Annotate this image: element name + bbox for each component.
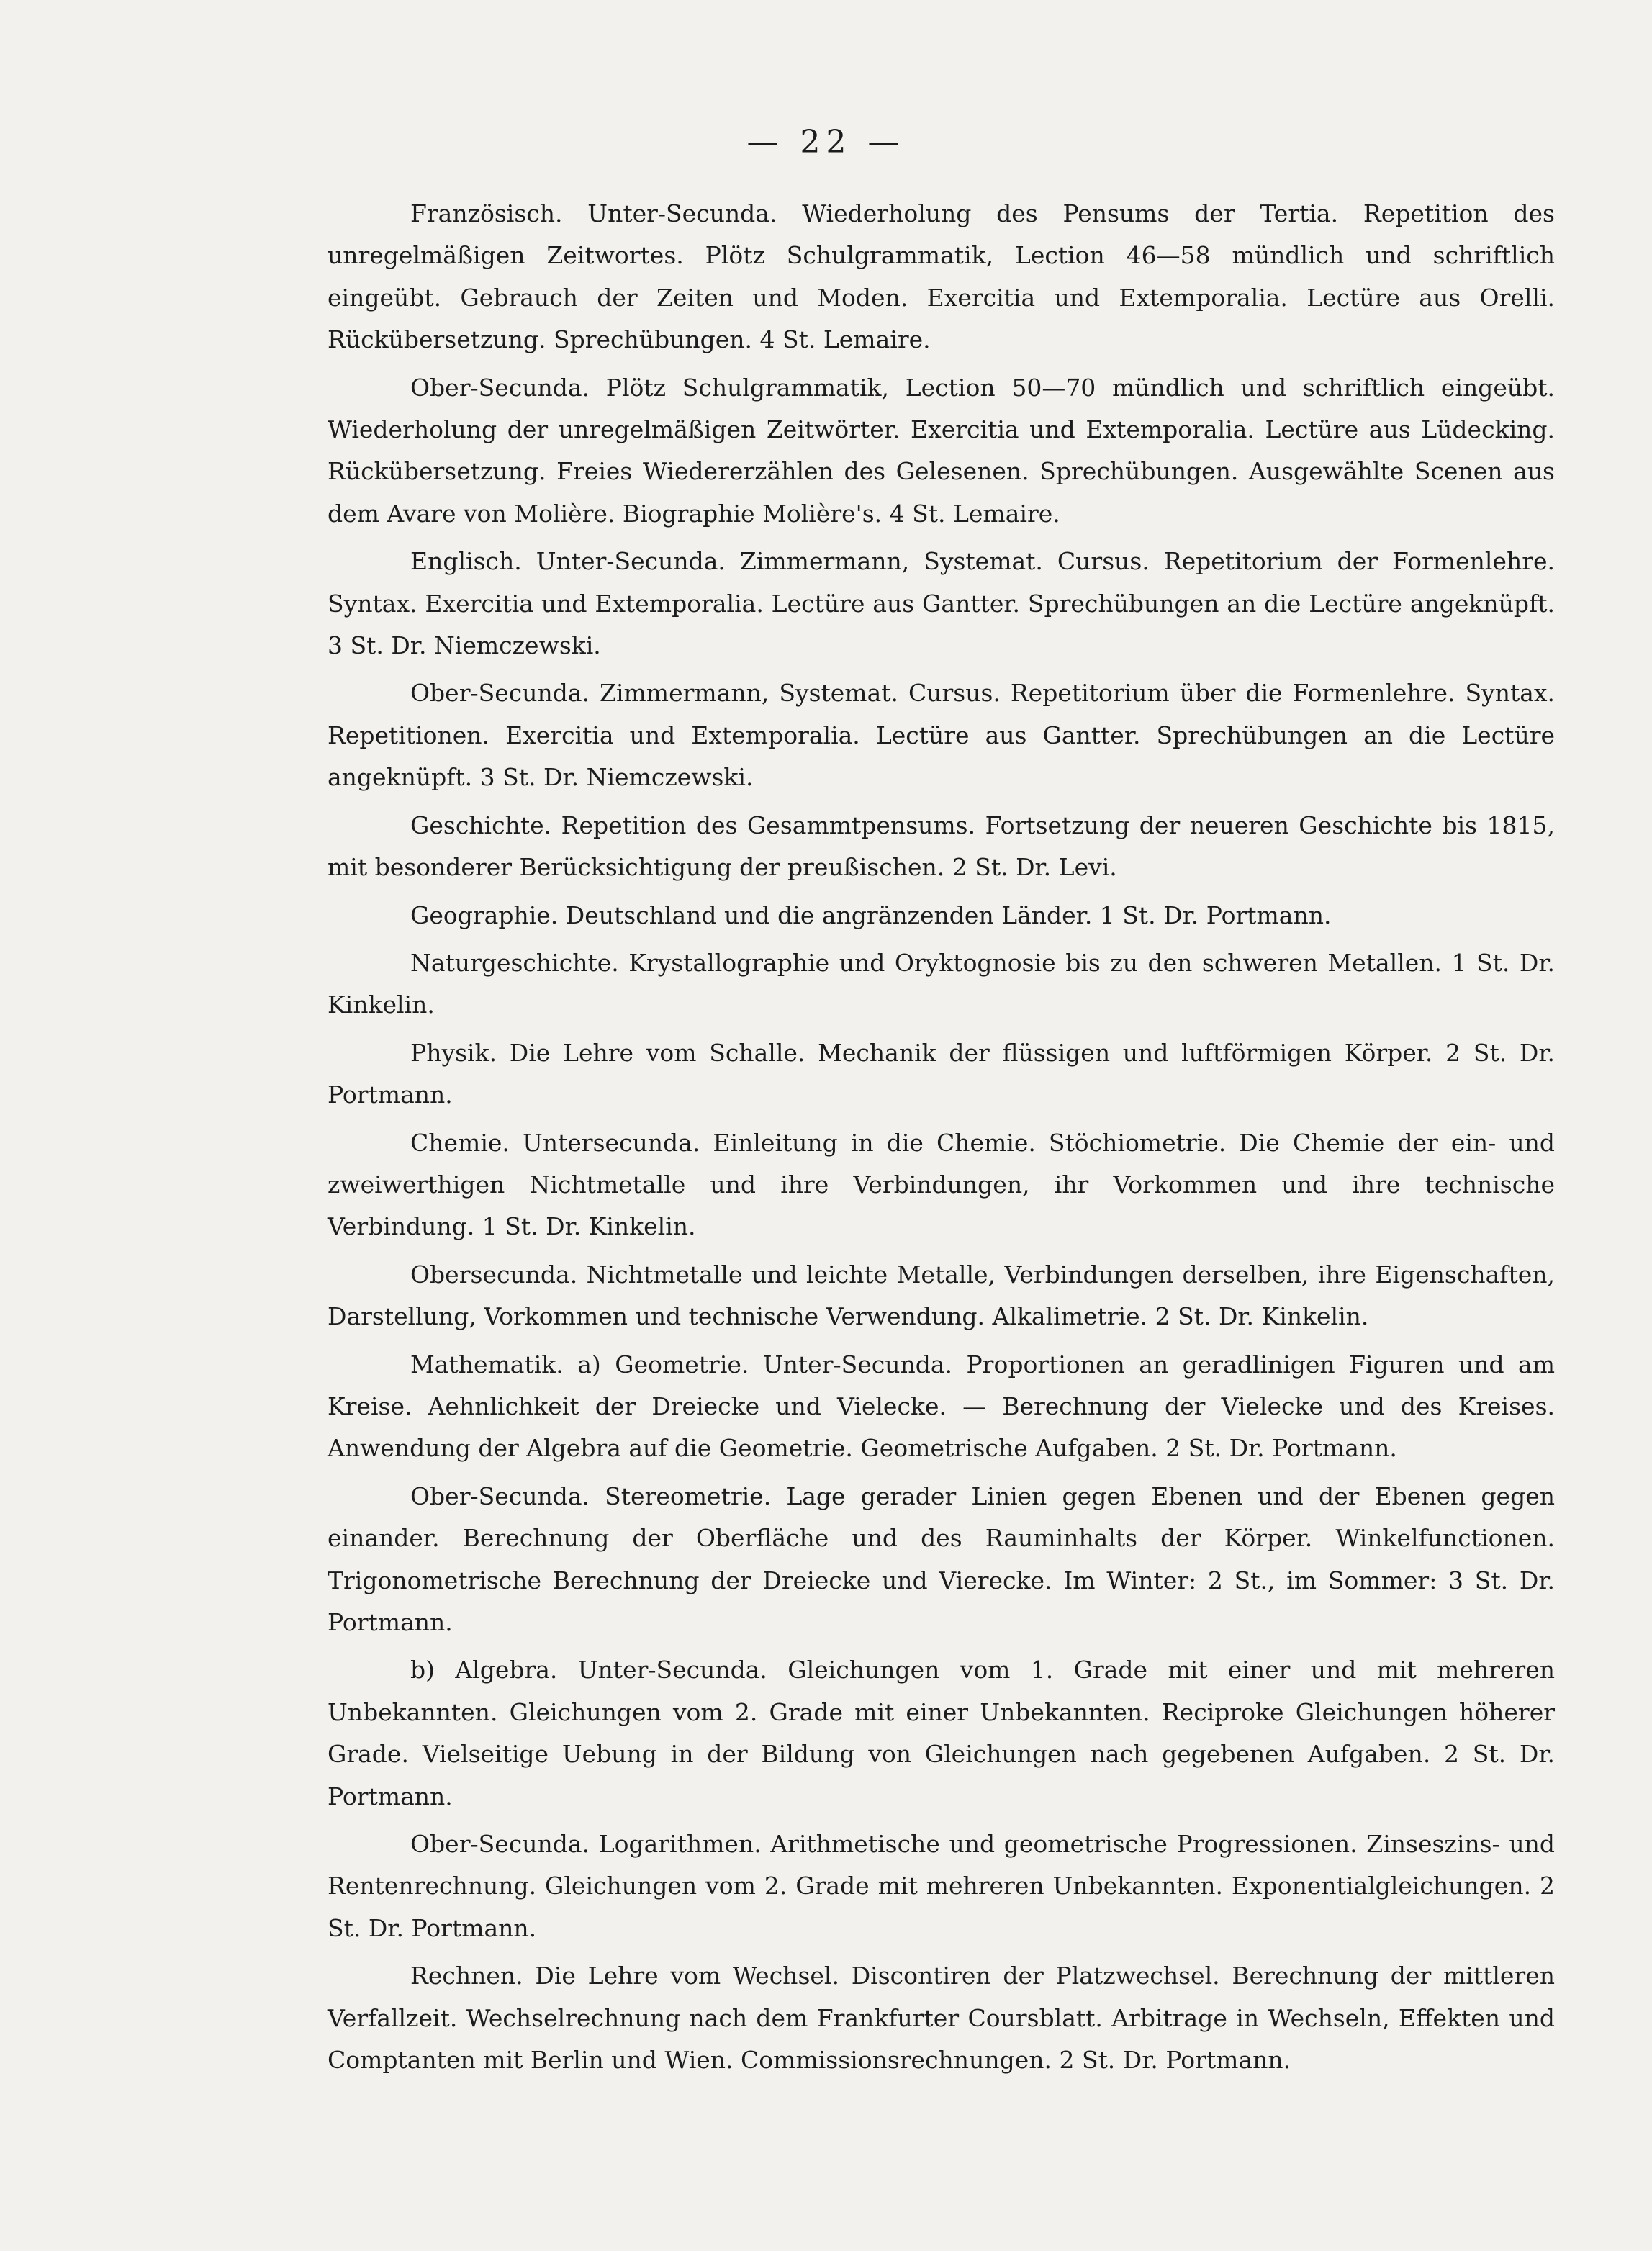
paragraph-englisch-ober-secunda: Ober-Secunda. Zimmermann, Systemat. Cursus. Repetitorium über die Formenlehre. Syntax. Repetitionen. Exercitia und Extemporalia. Lectüre aus Gantter. Sprechübungen an die Lectüre angeknüpft. 3 St. Dr. Niemczewski. bbox=[328, 679, 1555, 792]
page-number: — 22 — bbox=[746, 124, 906, 161]
paragraph-chemie-untersecunda: Chemie. Untersecunda. Einleitung in die Chemie. Stöchiometrie. Die Chemie der ein- und zweiwerthigen Nichtmetalle und ihre Verbindungen, ihr Vorkommen und ihre technische Verbindung. 1 St. Dr. Kinkelin. bbox=[328, 1128, 1555, 1241]
paragraph-franzoesisch-unter-secunda: Französisch. Unter-Secunda. Wiederholung des Pensums der Tertia. Repetition des unregelmäßigen Zeitwortes. Plötz Schulgrammatik, Lection 46—58 mündlich und schriftlich eingeübt. Gebrauch der Zeiten und Moden. Exercitia und Extemporalia. Lectüre aus Orelli. Rückübersetzung. Sprechübungen. 4 St. Lemaire. bbox=[328, 199, 1555, 354]
paragraph-mathematik-geometrie-unter: Mathematik. a) Geometrie. Unter-Secunda. Proportionen an geradlinigen Figuren und am Kreise. Aehnlichkeit der Dreiecke und Vielecke. — Berechnung der Vielecke und des Kreises. Anwendung der Algebra auf die Geometrie. Geometrische Aufgaben. 2 St. Dr. Portmann. bbox=[328, 1350, 1555, 1463]
paragraph-geographie: Geographie. Deutschland und die angränzenden Länder. 1 St. Dr. Portmann. bbox=[410, 901, 1332, 929]
paragraph-franzoesisch-ober-secunda: Ober-Secunda. Plötz Schulgrammatik, Lection 50—70 mündlich und schriftlich eingeübt. Wiederholung der unregelmäßigen Zeitwörter. Exercitia und Extemporalia. Lectüre aus Lüdecking. Rückübersetzung. Freies Wiedererzählen des Gelesenen. Sprechübungen. Ausgewählte Scenen aus dem Avare von Molière. Biographie Molière's. 4 St. Lemaire. bbox=[328, 373, 1555, 528]
paragraph-rechnen: Rechnen. Die Lehre vom Wechsel. Discontiren der Platzwechsel. Berechnung der mittleren Verfallzeit. Wechselrechnung nach dem Frankfurter Coursblatt. Arbitrage in Wechseln, Effekten und Comptanten mit Berlin und Wien. Commissionsrechnungen. 2 St. Dr. Portmann. bbox=[328, 1962, 1555, 2075]
document-body bbox=[328, 193, 1555, 2087]
paragraph-geschichte: Geschichte. Repetition des Gesammtpensums. Fortsetzung der neueren Geschichte bis 1815, mit besonderer Berücksichtigung der preußischen. 2 St. Dr. Levi. bbox=[328, 811, 1555, 882]
paragraph-physik: Physik. Die Lehre vom Schalle. Mechanik der flüssigen und luftförmigen Körper. 2 St. Dr. Portmann. bbox=[328, 1038, 1555, 1109]
paragraph-mathematik-algebra-ober: Ober-Secunda. Logarithmen. Arithmetische und geometrische Progressionen. Zinseszins- und Rentenrechnung. Gleichungen vom 2. Grade mit mehreren Unbekannten. Exponentialgleichungen. 2 St. Dr. Portmann. bbox=[328, 1830, 1555, 1942]
paragraph-englisch-unter-secunda: Englisch. Unter-Secunda. Zimmermann, Systemat. Cursus. Repetitorium der Formenlehre. Syntax. Exercitia und Extemporalia. Lectüre aus Gantter. Sprechübungen an die Lectüre angeknüpft. 3 St. Dr. Niemczewski. bbox=[328, 547, 1555, 660]
paragraph-chemie-obersecunda: Obersecunda. Nichtmetalle und leichte Metalle, Verbindungen derselben, ihre Eigenschaften, Darstellung, Vorkommen und technische Verwendung. Alkalimetrie. 2 St. Dr. Kinkelin. bbox=[328, 1260, 1555, 1331]
paragraph-mathematik-geometrie-ober: Ober-Secunda. Stereometrie. Lage gerader Linien gegen Ebenen und der Ebenen gegen einander. Berechnung der Oberfläche und des Rauminhalts der Körper. Winkelfunctionen. Trigonometrische Berechnung der Dreiecke und Vierecke. Im Winter: 2 St., im Sommer: 3 St. Dr. Portmann. bbox=[328, 1481, 1555, 1636]
paragraph-mathematik-algebra-unter: b) Algebra. Unter-Secunda. Gleichungen vom 1. Grade mit einer und mit mehreren Unbekannten. Gleichungen vom 2. Grade mit einer Unbekannten. Reciproke Gleichungen höherer Grade. Vielseitige Uebung in der Bildung von Gleichungen nach gegebenen Aufgaben. 2 St. Dr. Portmann. bbox=[328, 1656, 1555, 1810]
paragraph-naturgeschichte: Naturgeschichte. Krystallographie und Oryktognosie bis zu den schweren Metallen. 1 St. Dr. Kinkelin. bbox=[328, 948, 1555, 1019]
